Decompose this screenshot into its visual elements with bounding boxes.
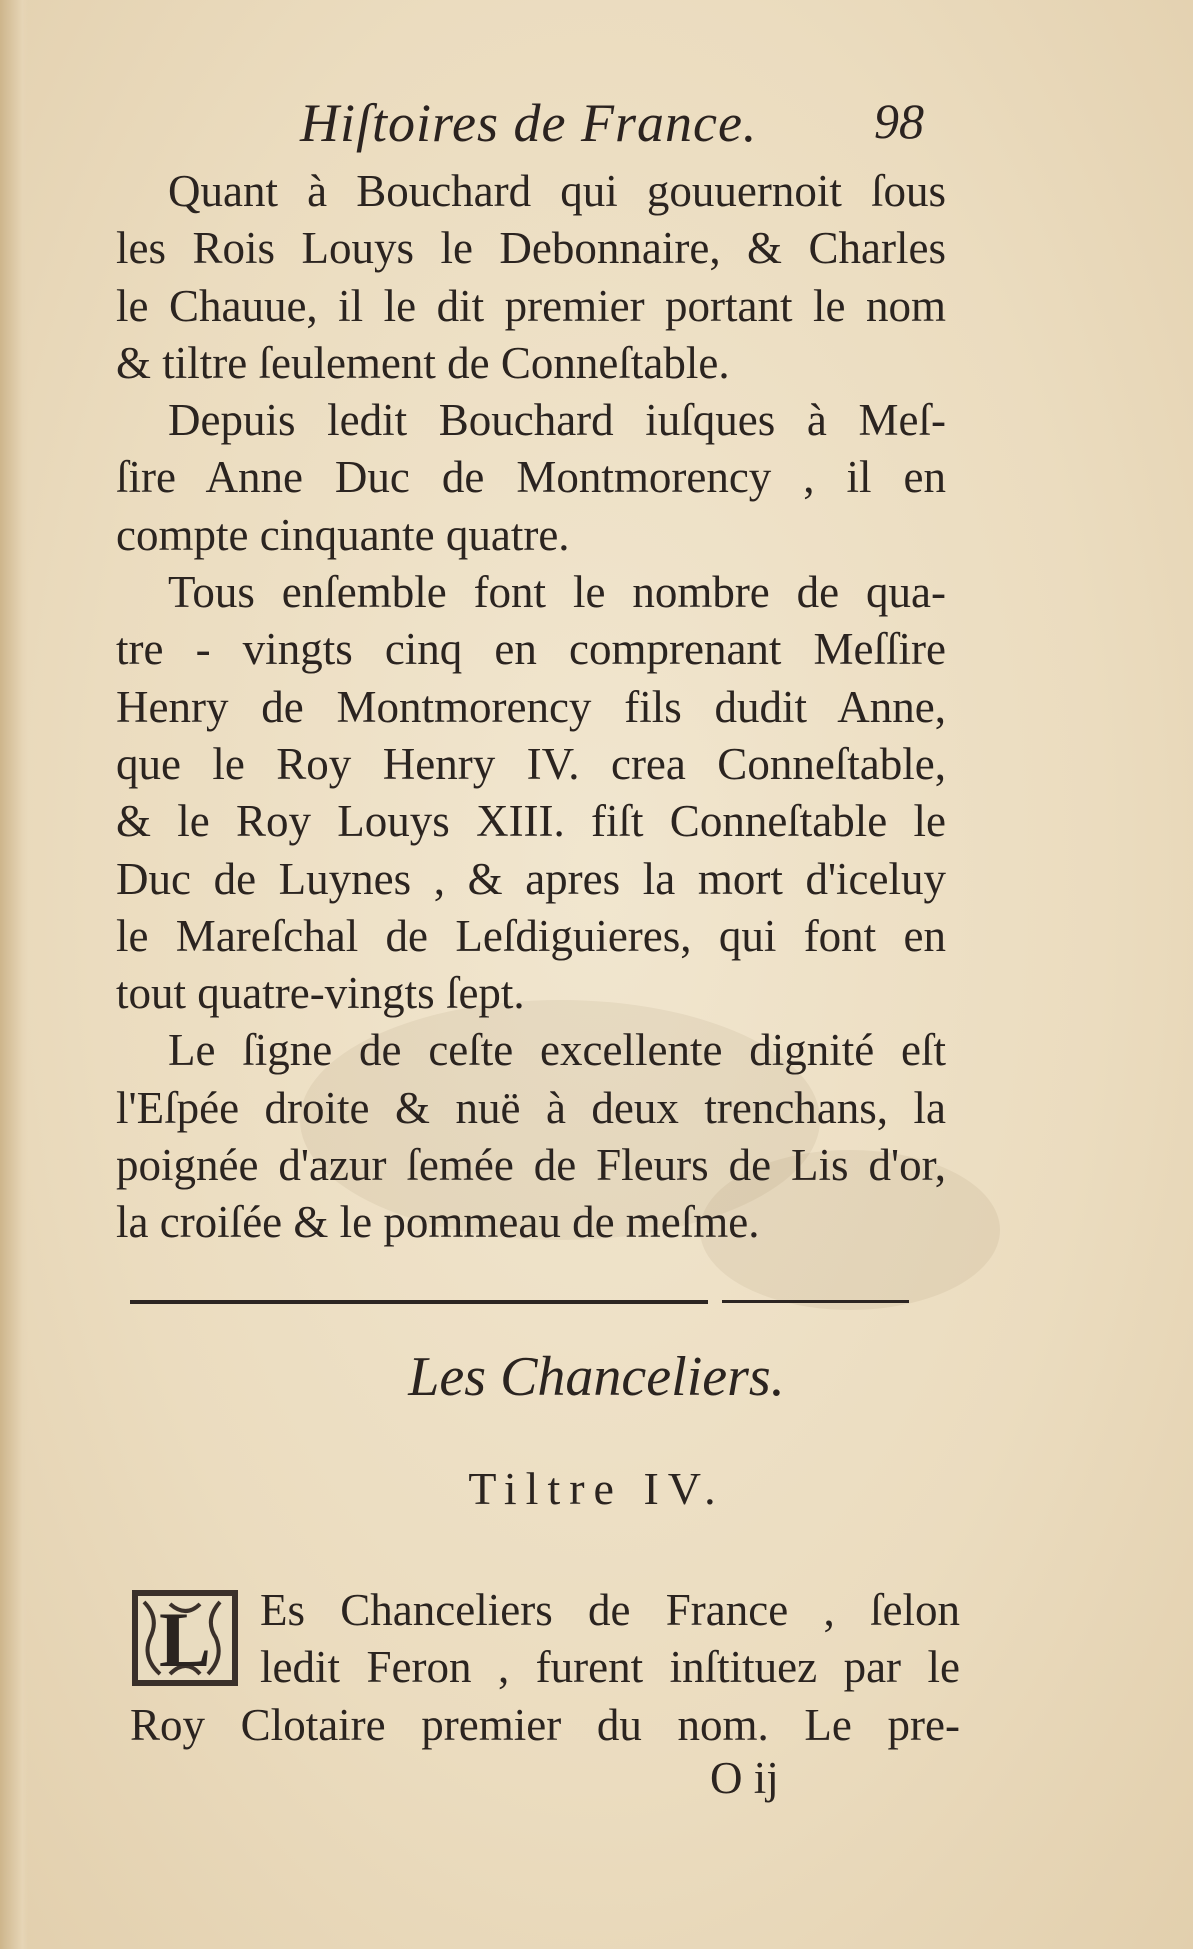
text-line: Henry de Montmorency fils dudit Anne, (116, 681, 946, 732)
second-paragraph (130, 1582, 960, 1754)
section-subtitle: Tiltre IV. (468, 1463, 725, 1514)
text-line: ſire Anne Duc de Montmorency , il en (116, 452, 946, 503)
text-line: le Mareſchal de Leſdiguieres, qui font en (116, 910, 946, 961)
text-line: compte cinquante quatre. (116, 509, 570, 560)
text-line: ledit Feron , furent inſtituez par le (260, 1642, 960, 1693)
page-gutter (0, 0, 28, 1949)
text-line: tout quatre-vingts ſept. (116, 968, 525, 1019)
section-rule-right (722, 1300, 909, 1303)
text-line: la croiſée & le pommeau de meſme. (116, 1197, 760, 1248)
text-line: tre - vingts cinq en comprenant Meſſire (116, 624, 946, 675)
drop-cap-letter: L (158, 1596, 212, 1683)
text-line: Es Chanceliers de France , ſelon (260, 1585, 960, 1635)
text-line: les Rois Louys le Debonnaire, & Charles (116, 223, 946, 274)
section-title: Les Chanceliers. (408, 1346, 785, 1408)
text-line: Quant à Bouchard qui gouuernoit ſous (168, 166, 946, 216)
section-rule-left (130, 1300, 708, 1304)
text-line: Le ſigne de ceſte excellente dignité eſt (168, 1025, 946, 1076)
text-line: Depuis ledit Bouchard iuſques à Meſ- (168, 395, 946, 446)
text-line: poignée d'azur ſemée de Fleurs de Lis d'or, (116, 1140, 946, 1191)
text-line: Tous enſemble font le nombre de qua- (168, 567, 946, 618)
text-line: que le Roy Henry IV. crea Conneſtable, (116, 738, 946, 789)
text-line: le Chauue, il le dit premier portant le nom (116, 280, 946, 331)
page-number: 98 (874, 93, 924, 149)
body-text (116, 163, 946, 1252)
text-line: l'Eſpée droite & nuë à deux trenchans, la (116, 1082, 946, 1133)
text-line: Roy Clotaire premier du nom. Le pre- (130, 1699, 960, 1750)
running-head-title: Hiſtoires de France. (300, 93, 758, 153)
text-line: & le Roy Louys XIII. fiſt Conneſtable le (116, 796, 946, 847)
signature-mark: O ij (710, 1753, 779, 1803)
text-line: Duc de Luynes , & apres la mort d'iceluy (116, 853, 946, 904)
text-line: & tiltre ſeulement de Conneſtable. (116, 337, 730, 388)
